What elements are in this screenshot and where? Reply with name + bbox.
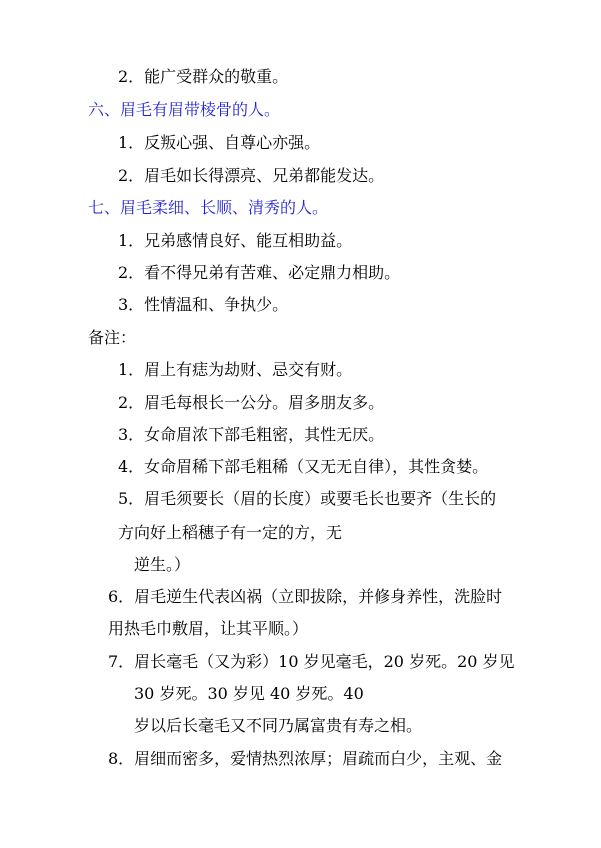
- text-line-22: 8．眉细而密多，爱情热烈浓厚；眉疏而白少，主观、金: [108, 749, 503, 768]
- text-line-7: 2．看不得兄弟有苦难、必定鼎力相助。: [118, 263, 401, 282]
- text-line-19: 7．眉长毫毛（又为彩）10 岁见毫毛，20 岁死。20 岁见: [108, 652, 515, 671]
- text-line-6: 1．兄弟感情良好、能互相助益。: [118, 231, 353, 250]
- text-line-13: 4．女命眉稀下部毛粗稀（又无无自律），其性贪婪。: [118, 457, 489, 476]
- text-line-11: 2．眉毛每根长一公分。眉多朋友多。: [118, 393, 385, 412]
- text-line-3: 1．反叛心强、自尊心亦强。: [118, 133, 321, 152]
- text-line-1: 2．能广受群众的敬重。: [118, 67, 289, 86]
- text-line-4: 2．眉毛如长得漂亮、兄弟都能发达。: [118, 166, 385, 185]
- text-line-12: 3．女命眉浓下部毛粗密，其性无厌。: [118, 425, 385, 444]
- text-line-20: 30 岁死。30 岁见 40 岁死。40: [134, 684, 364, 703]
- notes-heading: 备注：: [88, 328, 137, 347]
- text-line-17: 6．眉毛逆生代表凶祸（立即拔除，并修身养性，洗脸时: [108, 587, 503, 606]
- text-line-16: 逆生。）: [134, 555, 191, 574]
- text-line-21: 岁以后长毫毛又不同乃属富贵有寿之相。: [134, 716, 423, 735]
- text-line-8: 3．性情温和、争执少。: [118, 295, 289, 314]
- text-line-14: 5．眉毛须要长（眉的长度）或要毛长也要齐（生长的: [118, 489, 497, 508]
- text-line-15: 方向好上稻穗子有一定的方，无: [118, 523, 343, 542]
- section-heading-6: 六、眉毛有眉带棱骨的人。: [88, 100, 281, 119]
- section-heading-7: 七、眉毛柔细、长顺、清秀的人。: [88, 198, 329, 217]
- text-line-10: 1．眉上有痣为劫财、忌交有财。: [118, 360, 353, 379]
- text-line-18: 用热毛巾敷眉，让其平顺。）: [108, 619, 309, 638]
